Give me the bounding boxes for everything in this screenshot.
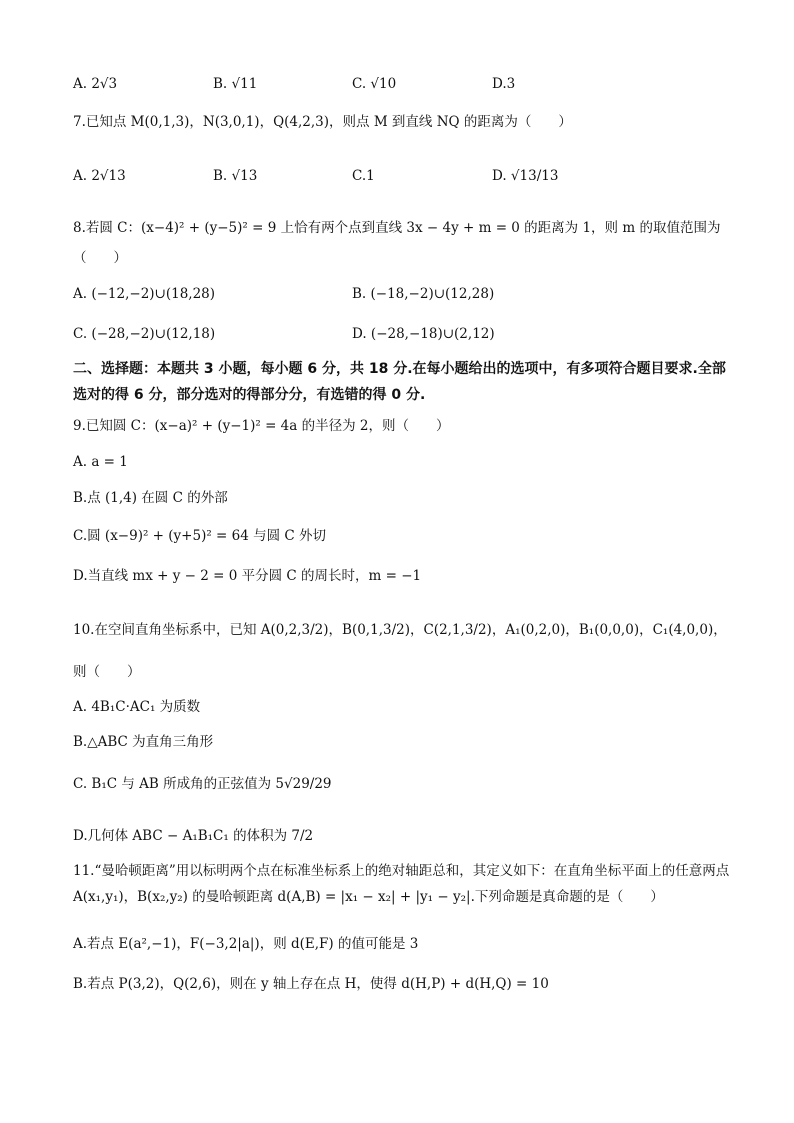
q8-stem: 8.若圆 C：(x−4)² + (y−5)² = 9 上恰有两个点到直线 3x − 4y + m = 0 的距离为 1，则 m 的取值范围为 xyxy=(73,220,721,236)
q9-option-d: D.当直线 mx + y − 2 = 0 平分圆 C 的周长时，m = −1 xyxy=(73,568,422,584)
q8-option-b: B. (−18,−2)∪(12,28) xyxy=(352,286,495,302)
q7-option-b: B. √13 xyxy=(213,168,258,184)
q10-stem-cont: 则（ ） xyxy=(73,664,141,680)
q7-option-c: C.1 xyxy=(352,168,375,184)
q11-stem: 11.“曼哈顿距离”用以标明两个点在标准坐标系上的绝对轴距总和，其定义如下：在直角坐标平面上的任意两点 A(x₁,y₁)，B(x₂,y₂) 的曼哈顿距离 d(A,B) = |x₁ − x₂| + |y₁ − y₂|.下列命题是真命题的是（ ） xyxy=(73,863,730,905)
q10-option-c: C. B₁C 与 AB 所成角的正弦值为 5√29/29 xyxy=(73,776,332,792)
q9-option-c: C.圆 (x−9)² + (y+5)² = 64 与圆 C 外切 xyxy=(73,528,327,544)
q9-stem: 9.已知圆 C：(x−a)² + (y−1)² = 4a 的半径为 2，则（ ） xyxy=(73,418,450,434)
q10-option-a: A. 4B₁C·AC₁ 为质数 xyxy=(73,699,201,715)
q7-option-d: D. √13/13 xyxy=(492,168,559,184)
q7-stem: 7.已知点 M(0,1,3)，N(3,0,1)，Q(4,2,3)，则点 M 到直线 NQ 的距离为（ ） xyxy=(73,114,572,130)
q8-option-c: C. (−28,−2)∪(12,18) xyxy=(73,326,216,342)
q9-option-b: B.点 (1,4) 在圆 C 的外部 xyxy=(73,490,228,506)
q6-option-d: D.3 xyxy=(492,76,516,92)
q10-stem: 10.在空间直角坐标系中，已知 A(0,2,3/2)，B(0,1,3/2)，C(2,1,3/2)，A₁(0,2,0)，B₁(0,0,0)，C₁(4,0,0)， xyxy=(73,622,727,638)
q6-option-b: B. √11 xyxy=(213,76,258,92)
q8-option-d: D. (−28,−18)∪(2,12) xyxy=(352,326,495,342)
q6-option-a: A. 2√3 xyxy=(73,76,118,92)
q11-option-a: A.若点 E(a²,−1)，F(−3,2|a|)，则 d(E,F) 的值可能是 3 xyxy=(73,936,419,952)
q11-option-b: B.若点 P(3,2)，Q(2,6)，则在 y 轴上存在点 H，使得 d(H,P) + d(H,Q) = 10 xyxy=(73,976,549,992)
q7-option-a: A. 2√13 xyxy=(73,168,126,184)
q8-option-a: A. (−12,−2)∪(18,28) xyxy=(73,286,216,302)
section-2-heading: 二、选择题：本题共 3 小题，每小题 6 分，共 18 分.在每小题给出的选项中，有多项符合题目要求.全部选对的得 6 分，部分选对的得部分分，有选错的得 0 分. xyxy=(73,361,726,403)
q10-option-b: B.△ABC 为直角三角形 xyxy=(73,734,214,750)
q9-option-a: A. a = 1 xyxy=(73,454,128,470)
q6-option-c: C. √10 xyxy=(352,76,397,92)
q10-option-d: D.几何体 ABC − A₁B₁C₁ 的体积为 7/2 xyxy=(73,828,314,844)
q8-stem-cont: （ ） xyxy=(73,250,127,266)
